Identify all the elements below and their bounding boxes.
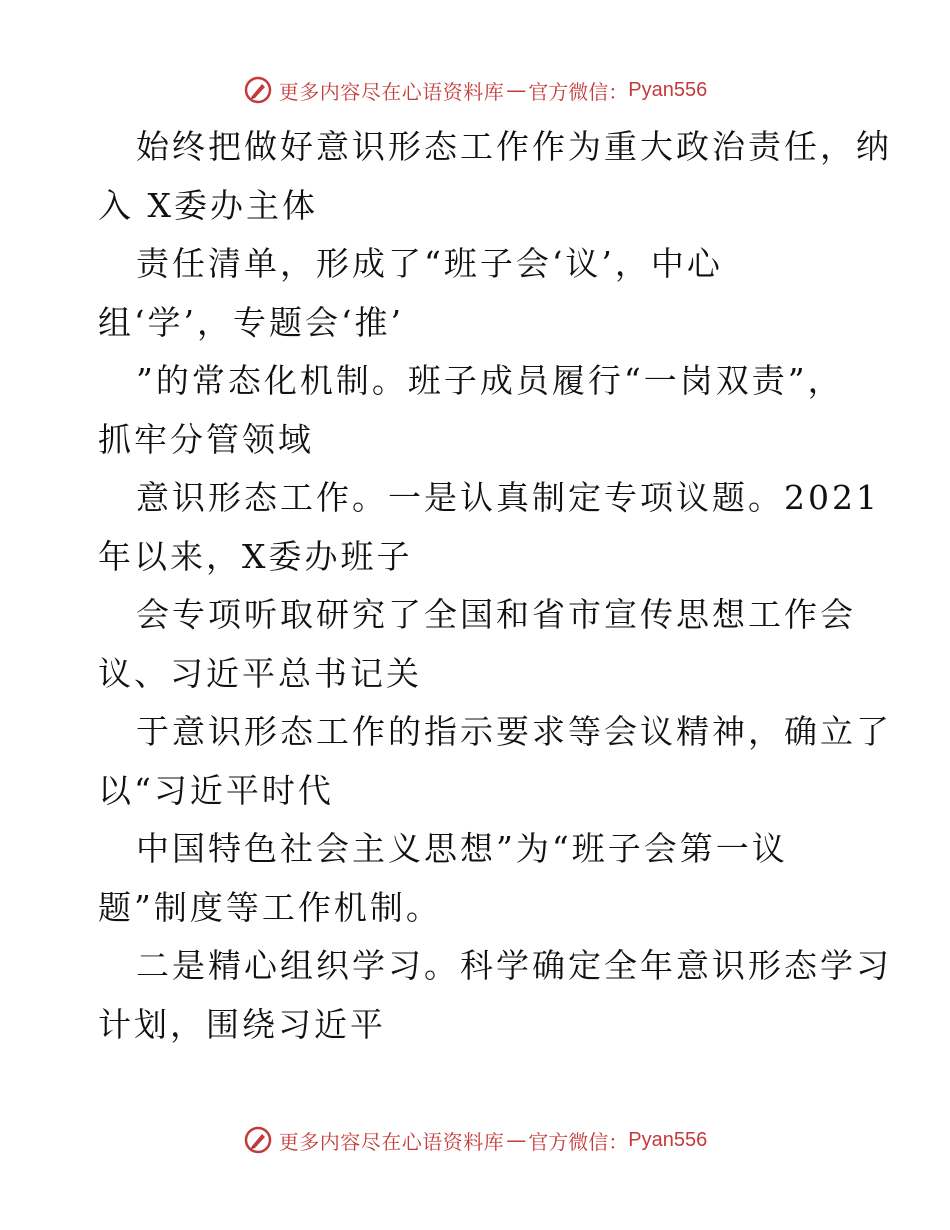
watermark-text: 更多内容尽在心语资料库 — [278, 79, 505, 104]
watermark-wechat-label: 官方微信： — [528, 1129, 629, 1154]
document-body — [98, 118, 898, 1054]
footer-watermark — [0, 1120, 950, 1160]
text-line: 以“习近平时代 — [98, 770, 334, 810]
text-line: 会专项听取研究了全国和省市宣传思想工作会 — [136, 595, 856, 634]
text-line: 二是精心组织学习。科学确定全年意识形态学习 — [136, 946, 892, 985]
pen-logo-icon — [243, 75, 273, 105]
header-watermark — [0, 70, 950, 110]
text-line: 意识形态工作。一是认真制定专项议题。2021 — [136, 478, 880, 517]
text-line: 于意识形态工作的指示要求等会议精神，确立了 — [136, 712, 892, 751]
text-line: 议、习近平总书记关 — [98, 653, 422, 693]
text-line: 中国特色社会主义思想”为“班子会第一议 — [136, 829, 788, 868]
pen-logo-icon — [243, 1125, 273, 1155]
watermark-dash: — — [506, 78, 527, 102]
text-line: 年以来，X委办班子 — [98, 536, 413, 576]
watermark-text: 更多内容尽在心语资料库 — [278, 1129, 505, 1154]
text-line: 组‘学’，专题会‘推’ — [98, 302, 404, 342]
watermark-wechat-id: Pyan556 — [628, 78, 708, 101]
text-line: 入 X委办主体 — [98, 185, 318, 225]
watermark-wechat-id: Pyan556 — [628, 1128, 708, 1151]
text-line: 抓牢分管领域 — [98, 419, 314, 459]
watermark-dash: — — [506, 1128, 527, 1152]
watermark-wechat-label: 官方微信： — [528, 79, 629, 104]
text-line: 责任清单，形成了“班子会‘议’，中心 — [136, 244, 723, 283]
text-line: ”的常态化机制。班子成员履行“一岗双责”， — [136, 361, 844, 400]
text-line: 题”制度等工作机制。 — [98, 887, 442, 927]
text-line: 始终把做好意识形态工作作为重大政治责任，纳 — [136, 127, 892, 166]
text-line: 计划，围绕习近平 — [98, 1004, 386, 1044]
